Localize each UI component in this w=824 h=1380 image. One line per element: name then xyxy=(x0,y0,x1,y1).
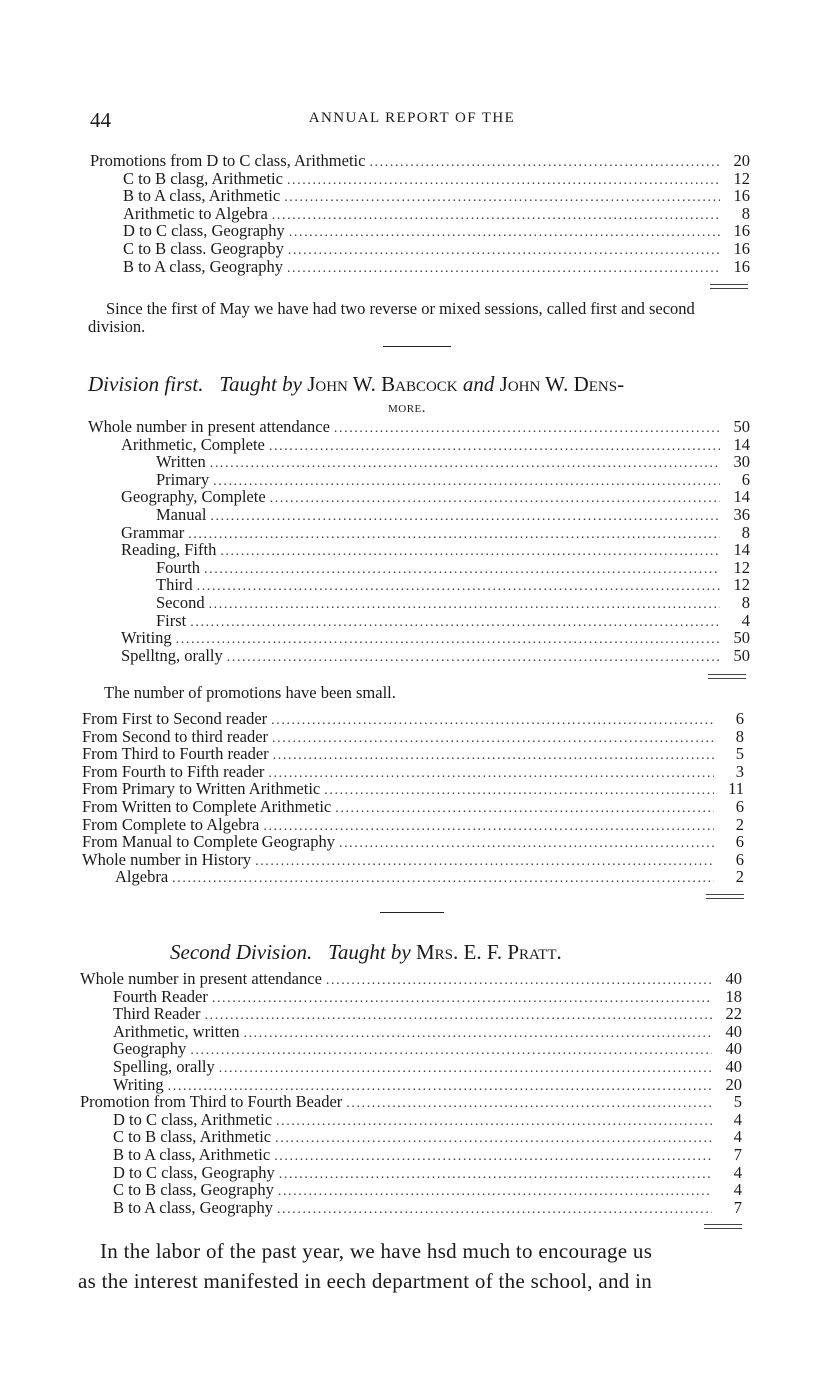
row-label: Third xyxy=(156,575,193,595)
row-value: 4 xyxy=(733,1180,742,1200)
dot-leader xyxy=(190,1042,712,1060)
table-row xyxy=(80,1023,742,1041)
dot-leader xyxy=(275,1130,712,1148)
row-label: C to B class, Arithmetic xyxy=(113,1127,272,1147)
table-row xyxy=(88,488,750,506)
row-label: Whole number in History xyxy=(82,849,252,869)
dot-leader xyxy=(287,260,720,278)
table-row xyxy=(80,1058,742,1076)
table-row xyxy=(82,763,744,781)
dot-leader xyxy=(277,1201,712,1219)
promotions-note: The number of promotions have been small. xyxy=(104,683,396,702)
row-value: 5 xyxy=(733,1092,742,1112)
dot-leader xyxy=(339,835,714,853)
double-rule xyxy=(704,1224,742,1229)
division-first-title: Division first. xyxy=(88,372,204,396)
dot-leader xyxy=(326,972,712,990)
division-first-table xyxy=(88,418,750,664)
row-value: 8 xyxy=(741,203,750,223)
row-value: 50 xyxy=(733,417,750,436)
promotions-table xyxy=(90,152,750,275)
table-row xyxy=(80,1040,742,1058)
row-value: 2 xyxy=(735,867,744,887)
row-value: 20 xyxy=(725,1074,742,1094)
table-row xyxy=(80,1005,742,1023)
double-rule xyxy=(710,284,748,289)
table-row xyxy=(88,418,750,436)
table-row xyxy=(80,988,742,1006)
table-row xyxy=(88,453,750,471)
double-rule xyxy=(708,674,746,679)
row-value: 6 xyxy=(735,709,744,728)
dot-leader xyxy=(284,189,720,207)
row-label: C to B class, Geography xyxy=(113,1180,274,1200)
row-value: 3 xyxy=(735,761,744,781)
row-value: 4 xyxy=(733,1162,742,1182)
row-value: 7 xyxy=(733,1144,742,1164)
row-value: 50 xyxy=(733,645,750,665)
table-row xyxy=(90,170,750,188)
table-row xyxy=(80,1199,742,1217)
running-head: ANNUAL REPORT OF THE xyxy=(308,110,516,126)
dot-leader xyxy=(255,853,714,871)
table-row xyxy=(80,1146,742,1164)
row-label: D to C class, Geography xyxy=(123,221,285,241)
dot-leader xyxy=(204,561,720,579)
table-row xyxy=(88,647,750,665)
table-row xyxy=(90,187,750,205)
dot-leader xyxy=(269,438,720,456)
dot-leader xyxy=(213,473,720,491)
row-value: 12 xyxy=(733,575,750,595)
row-label: B to A class, Geography xyxy=(113,1197,273,1217)
row-label: Spelltng, orally xyxy=(121,645,223,665)
table-row xyxy=(88,524,750,542)
dot-leader xyxy=(272,730,714,748)
row-label: Reading, Fifth xyxy=(121,540,217,560)
row-value: 7 xyxy=(733,1197,742,1217)
table-row xyxy=(90,205,750,223)
row-value: 22 xyxy=(725,1004,742,1024)
dot-leader xyxy=(190,614,720,632)
row-value: 16 xyxy=(733,221,750,241)
row-label: Arithmetic, Complete xyxy=(121,434,265,454)
row-label: Primary xyxy=(156,469,210,489)
row-label: Second xyxy=(156,592,205,612)
table-row xyxy=(90,222,750,240)
table-row xyxy=(82,868,744,886)
table-row xyxy=(88,506,750,524)
table-row xyxy=(82,816,744,834)
division-second-heading xyxy=(170,940,562,965)
dot-leader xyxy=(209,596,720,614)
row-value: 4 xyxy=(733,1109,742,1129)
table-row xyxy=(88,471,750,489)
row-label: Promotion from Third to Fourth Beader xyxy=(80,1092,343,1112)
dot-leader xyxy=(288,242,720,260)
dot-leader xyxy=(212,990,712,1008)
row-label: B to A class, Geography xyxy=(123,256,283,276)
and-label: and xyxy=(462,372,495,396)
table-row xyxy=(90,258,750,276)
dot-leader xyxy=(335,800,714,818)
dot-leader xyxy=(334,420,720,438)
row-label: Arithmetic to Algebra xyxy=(123,203,268,223)
table-row xyxy=(80,1164,742,1182)
closing-line-1: In the labor of the past year, we have hsd much to encourage us xyxy=(100,1239,653,1263)
row-label: Promotions from D to C class, Arithmetic xyxy=(90,151,366,170)
closing-line-2: as the interest manifested in eech department of the school, and in xyxy=(78,1269,653,1293)
double-rule xyxy=(706,894,744,899)
row-value: 20 xyxy=(733,151,750,170)
dot-leader xyxy=(205,1007,712,1025)
dot-leader xyxy=(272,207,720,225)
row-value: 40 xyxy=(725,1056,742,1076)
dot-leader xyxy=(227,649,720,667)
row-value: 2 xyxy=(735,814,744,834)
row-value: 50 xyxy=(733,628,750,648)
dot-leader xyxy=(268,765,714,783)
row-label: From Primary to Written Arithmetic xyxy=(82,779,321,799)
dot-leader xyxy=(273,747,714,765)
row-label: Manual xyxy=(156,504,207,524)
row-label: Whole number in present attendance xyxy=(88,417,330,436)
row-label: From Fourth to Fifth reader xyxy=(82,761,265,781)
table-row xyxy=(80,1181,742,1199)
row-value: 16 xyxy=(733,256,750,276)
dot-leader xyxy=(172,870,714,888)
row-value: 6 xyxy=(735,796,744,816)
row-label: Spelling, orally xyxy=(113,1056,215,1076)
row-label: Geography, Complete xyxy=(121,487,266,507)
dot-leader xyxy=(210,455,720,473)
row-value: 40 xyxy=(725,1039,742,1059)
table-row xyxy=(88,436,750,454)
dot-leader xyxy=(219,1060,712,1078)
table-row xyxy=(80,970,742,988)
row-label: B to A class, Arithmetic xyxy=(123,186,281,206)
row-value: 6 xyxy=(735,832,744,852)
table-row xyxy=(82,780,744,798)
row-value: 40 xyxy=(725,969,742,988)
row-label: Algebra xyxy=(115,867,169,887)
dot-leader xyxy=(369,154,720,172)
page-header xyxy=(0,108,824,132)
row-value: 40 xyxy=(725,1021,742,1041)
table-row xyxy=(82,851,744,869)
dot-leader xyxy=(176,631,720,649)
row-label: Arithmetic, written xyxy=(113,1021,240,1041)
sessions-paragraph xyxy=(88,300,750,336)
table-row xyxy=(88,629,750,647)
table-row xyxy=(82,798,744,816)
row-label: From First to Second reader xyxy=(82,709,268,728)
row-value: 14 xyxy=(733,487,750,507)
row-value: 16 xyxy=(733,238,750,258)
row-label: First xyxy=(156,610,187,630)
table-row xyxy=(88,612,750,630)
row-label: From Written to Complete Arithmetic xyxy=(82,796,332,816)
teacher-densmore: John W. Dens- xyxy=(499,372,625,396)
row-label: C to B class. Geograpby xyxy=(123,238,284,258)
row-label: Written xyxy=(156,452,206,472)
teacher-babcock: John W. Babcock xyxy=(307,372,458,396)
row-value: 12 xyxy=(733,557,750,577)
taught-by-label: Taught by xyxy=(328,940,411,964)
dot-leader xyxy=(243,1025,712,1043)
dot-leader xyxy=(271,712,714,730)
row-label: Fourth xyxy=(156,557,201,577)
row-label: D to C class, Arithmetic xyxy=(113,1109,273,1129)
row-value: 14 xyxy=(733,540,750,560)
dot-leader xyxy=(220,543,720,561)
table-row xyxy=(82,728,744,746)
row-label: C to B clasg, Arithmetic xyxy=(123,168,283,188)
row-label: Third Reader xyxy=(113,1004,201,1024)
row-value: 36 xyxy=(733,504,750,524)
table-row xyxy=(80,1111,742,1129)
table-row xyxy=(80,1076,742,1094)
row-label: Writing xyxy=(121,628,172,648)
dot-leader xyxy=(324,782,714,800)
row-value: 4 xyxy=(741,610,750,630)
sessions-text: Since the first of May we have had two reverse or mixed sessions, called first and second division. xyxy=(88,299,695,336)
section-divider xyxy=(380,912,444,913)
table-row xyxy=(82,710,744,728)
division-second-table xyxy=(80,970,742,1216)
dot-leader xyxy=(279,1166,712,1184)
row-value: 16 xyxy=(733,186,750,206)
row-value: 30 xyxy=(733,452,750,472)
division-first-heading xyxy=(88,372,624,397)
row-value: 18 xyxy=(725,986,742,1006)
row-label: From Second to third reader xyxy=(82,726,269,746)
row-label: From Manual to Complete Geography xyxy=(82,832,335,852)
row-label: Geography xyxy=(113,1039,187,1059)
row-label: Grammar xyxy=(121,522,185,542)
dot-leader xyxy=(188,526,720,544)
row-value: 12 xyxy=(733,168,750,188)
taught-by-label: Taught by xyxy=(219,372,302,396)
section-divider xyxy=(383,346,451,347)
row-label: Writing xyxy=(113,1074,164,1094)
row-value: 11 xyxy=(728,779,744,799)
division-first-promotions-table xyxy=(82,710,744,886)
table-row xyxy=(88,576,750,594)
table-row xyxy=(80,1128,742,1146)
dot-leader xyxy=(274,1148,712,1166)
division-first-heading-cont: more. xyxy=(388,400,427,416)
table-row xyxy=(88,541,750,559)
table-row xyxy=(90,152,750,170)
row-value: 8 xyxy=(741,592,750,612)
table-row xyxy=(80,1093,742,1111)
dot-leader xyxy=(197,578,720,596)
dot-leader xyxy=(287,172,720,190)
table-row xyxy=(88,559,750,577)
dot-leader xyxy=(270,490,720,508)
teacher-pratt: Mrs. E. F. Pratt. xyxy=(415,940,562,964)
dot-leader xyxy=(278,1183,712,1201)
page-number: 44 xyxy=(90,108,111,132)
row-label: B to A class, Arithmetic xyxy=(113,1144,271,1164)
dot-leader xyxy=(210,508,720,526)
row-value: 8 xyxy=(741,522,750,542)
row-label: From Third to Fourth reader xyxy=(82,744,269,764)
dot-leader xyxy=(346,1095,712,1113)
row-label: D to C class, Geography xyxy=(113,1162,275,1182)
row-value: 8 xyxy=(735,726,744,746)
row-value: 6 xyxy=(741,469,750,489)
row-value: 4 xyxy=(733,1127,742,1147)
row-value: 5 xyxy=(735,744,744,764)
row-value: 14 xyxy=(733,434,750,454)
dot-leader xyxy=(289,224,720,242)
table-row xyxy=(90,240,750,258)
dot-leader xyxy=(276,1113,712,1131)
division-second-title: Second Division. xyxy=(170,940,313,964)
row-label: Whole number in present attendance xyxy=(80,969,322,988)
table-row xyxy=(88,594,750,612)
row-value: 6 xyxy=(735,849,744,869)
row-label: From Complete to Algebra xyxy=(82,814,260,834)
table-row xyxy=(82,745,744,763)
table-row xyxy=(82,833,744,851)
row-label: Fourth Reader xyxy=(113,986,208,1006)
